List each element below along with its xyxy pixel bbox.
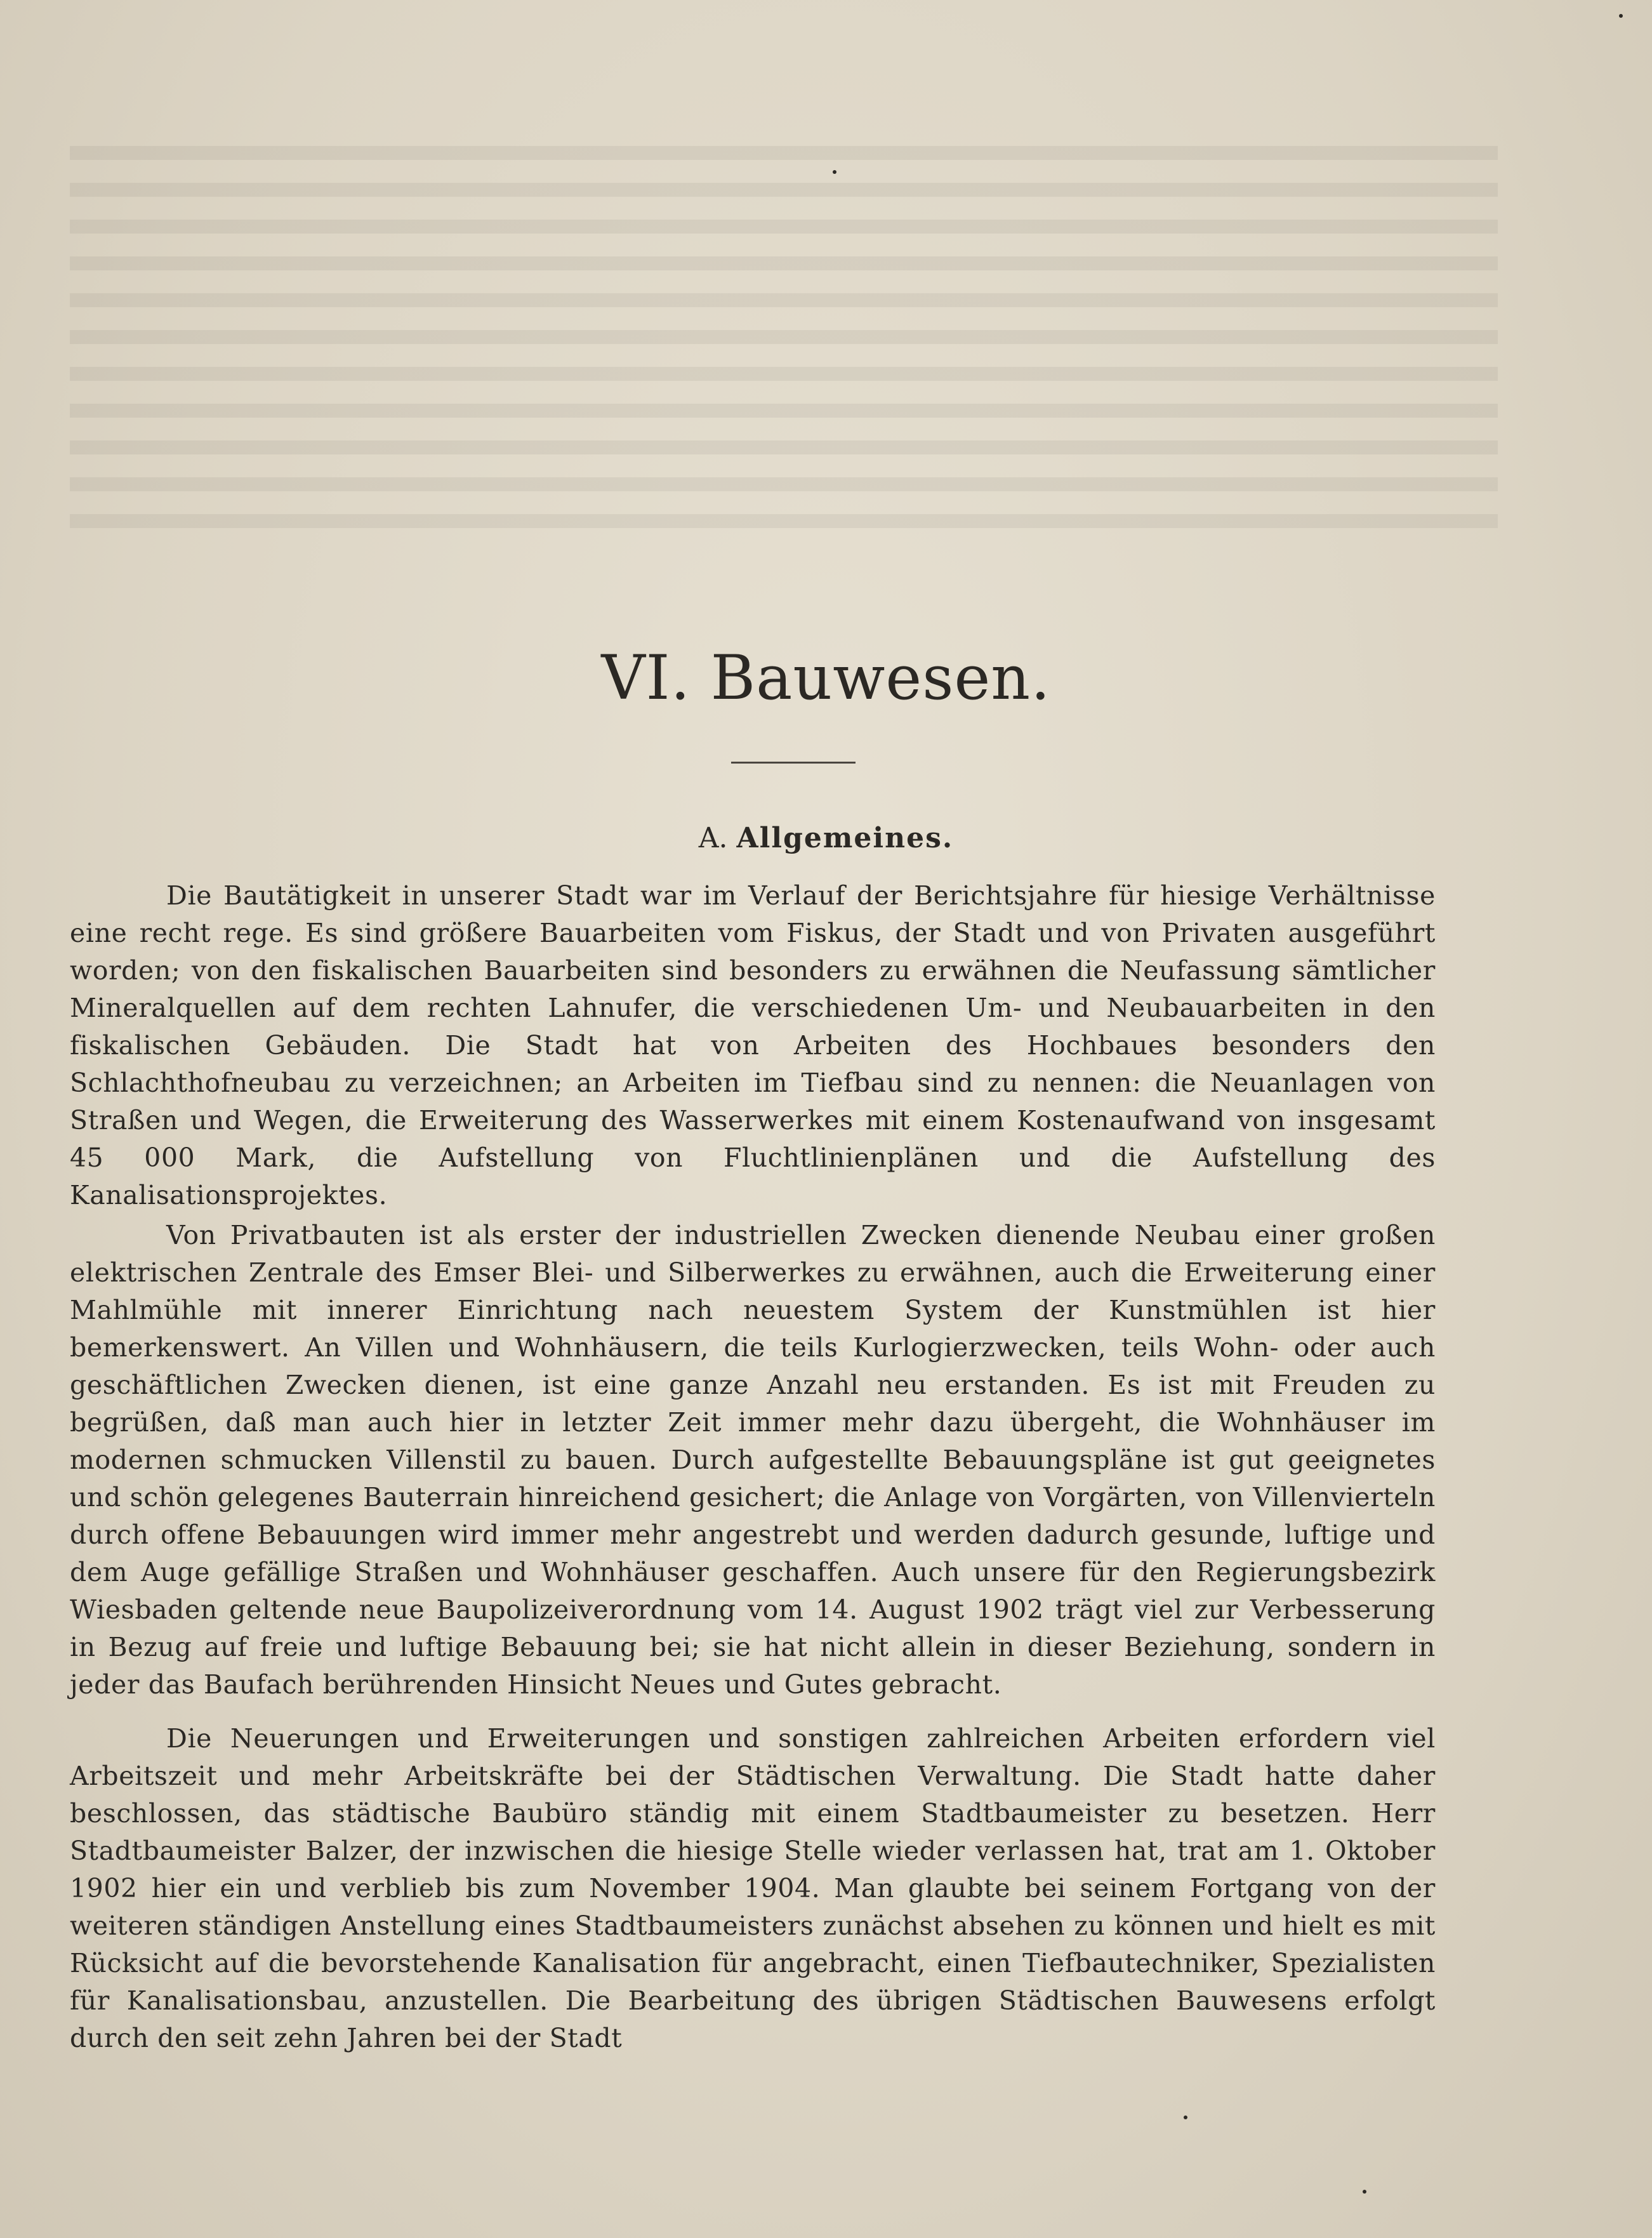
paper-speck <box>1619 14 1623 18</box>
paper-speck <box>1363 2190 1366 2194</box>
chapter-title: VI. Bauwesen. <box>601 642 1051 713</box>
body-text <box>70 877 1436 2057</box>
paper-speck <box>833 170 836 174</box>
paragraph: Die Bautätigkeit in unserer Stadt war im Verlauf der Berichtsjahre für hiesige Verhältnisse eine recht rege. Es sind größere Bauarbeiten vom Fiskus, der Stadt und von Privaten ausgeführt worden; von den fiskalischen Bauarbeiten sind besonders zu erwähnen die Neufassung sämtlicher Mineralquellen auf dem rechten Lahnufer, die verschiedenen Um- und Neubauarbeiten in den fiskalischen Gebäuden. Die Stadt hat von Arbeiten des Hochbaues besonders den Schlachthofneubau zu verzeichnen; an Arbeiten im Tiefbau sind zu nennen: die Neuanlagen von Straßen und Wegen, die Erweiterung des Wasserwerkes mit einem Kostenaufwand von insgesamt 45 000 Mark, die Aufstellung von Fluchtlinienplänen und die Aufstellung des Kanalisationsprojektes. <box>70 880 1436 1210</box>
paragraph: Die Neuerungen und Erweiterungen und sonstigen zahlreichen Arbeiten erfordern viel Arbeitszeit und mehr Arbeitskräfte bei der Städtischen Verwaltung. Die Stadt hatte daher beschlossen, das städtische Baubüro ständig mit einem Stadtbaumeister zu besetzen. Herr Stadtbaumeister Balzer, der inzwischen die hiesige Stelle wieder verlassen hat, trat am 1. Oktober 1902 hier ein und verblieb bis zum November 1904. Man glaubte bei seinem Fortgang von der weiteren ständigen Anstellung eines Stadtbaumeisters zunächst absehen zu können und hielt es mit Rücksicht auf die bevorstehende Kanalisation für angebracht, einen Tiefbautechniker, Spezialisten für Kanalisationsbau, anzustellen. Die Bearbeitung des übrigen Städtischen Bauwesens erfolgt durch den seit zehn Jahren bei der Stadt <box>70 1723 1436 2053</box>
title-divider <box>731 762 856 764</box>
show-through-text <box>70 146 1498 540</box>
paragraph: Von Privatbauten ist als erster der industriellen Zwecken dienende Neubau einer großen elektrischen Zentrale des Emser Blei- und Silberwerkes zu erwähnen, auch die Erweiterung einer Mahlmühle mit innerer Einrichtung nach neuestem System der Kunstmühlen ist hier bemerkenswert. An Villen und Wohnhäusern, die teils Kurlogierzwecken, teils Wohn- oder auch geschäftlichen Zwecken dienen, ist eine ganze Anzahl neu erstanden. Es ist mit Freuden zu begrüßen, daß man auch hier in letzter Zeit immer mehr dazu übergeht, die Wohnhäuser im modernen schmucken Villenstil zu bauen. Durch aufgestellte Bebauungspläne ist gut geeignetes und schön gelegenes Bauterrain hinreichend gesichert; die Anlage von Vorgärten, von Villenvierteln durch offene Bebauungen wird immer mehr angestrebt und werden dadurch gesunde, luftige und dem Auge gefällige Straßen und Wohnhäuser geschaffen. Auch unsere für den Regierungsbezirk Wiesbaden geltende neue Baupolizeiverordnung vom 14. August 1902 trägt viel zur Verbesserung in Bezug auf freie und luftige Bebauung bei; sie hat nicht allein in dieser Beziehung, sondern in jeder das Baufach berührenden Hinsicht Neues und Gutes gebracht. <box>70 1220 1436 1700</box>
section-label: Allgemeines. <box>736 822 954 854</box>
paper-speck <box>1184 2116 1187 2119</box>
section-prefix: A. <box>698 822 728 854</box>
section-heading <box>0 821 1652 856</box>
